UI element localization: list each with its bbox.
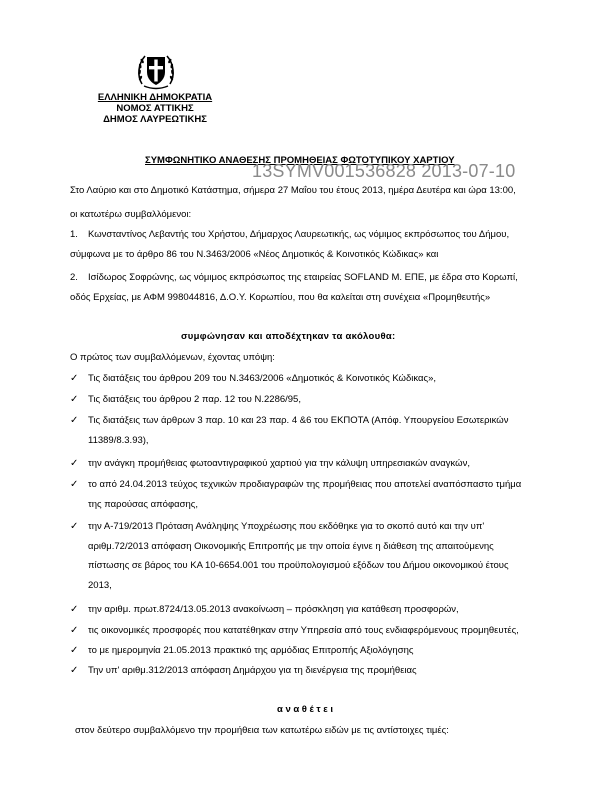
agreed-heading: συμφώνησαν και αποδέχτηκαν τα ακόλουθα: (181, 331, 396, 342)
consideration-line: της παρούσας απόφασης, (88, 499, 198, 510)
consideration-line: την ανάγκη προμήθειας φωτοαντιγραφικού χαρτιού για την κάλυψη υπηρεσιακών αναγκών, (88, 458, 470, 469)
first-party-intro: Ο πρώτος των συμβαλλόμενων, έχοντας υπόψη: (70, 352, 275, 363)
consideration-line: την Α-719/2013 Πρόταση Ανάληψης Υποχρέωσης που εκδόθηκε για το σκοπό αυτό και την υπ' (88, 521, 485, 532)
party-line: Ισίδωρος Σοφρώνης, ως νόμιμος εκπρόσωπος της εταιρείας SOFLAND M. ΕΠΕ, με έδρα στο Κορωπί, (88, 272, 518, 283)
consideration-line: 2013, (88, 580, 112, 591)
consideration-line: 11389/8.3.93), (88, 435, 149, 446)
consideration-line: Τις διατάξεις του άρθρου 2 παρ. 12 του Ν.2286/95, (88, 394, 301, 405)
registry-stamp: 13SYMV001536828 2013-07-10 (252, 161, 516, 181)
checkmark-icon: ✓ (70, 479, 79, 490)
party-line: οδός Ερχείας, με ΑΦΜ 998044816, Δ.Ο.Υ. Κορωπίου, που θα καλείται στη συνέχεια «Προμηθευτής» (70, 292, 491, 303)
greek-coat-of-arms-emblem (136, 50, 176, 92)
checkmark-icon: ✓ (70, 645, 79, 656)
party-line: σύμφωνα με το άρθρο 86 του Ν.3463/2006 «Νέος Δημοτικός & Κοινοτικός Κώδικας» και (70, 249, 439, 260)
header-line-prefecture: ΝΟΜΟΣ ΑΤΤΙΚΗΣ (116, 103, 194, 114)
checkmark-icon: ✓ (70, 394, 79, 405)
consideration-line: αριθμ.72/2013 απόφαση Οικονομικής Επιτροπής με την οποία έγινε η διάθεση της απαιτούμενης (88, 541, 494, 552)
checkmark-icon: ✓ (70, 458, 79, 469)
consideration-line: την αριθμ. πρωτ.8724/13.05.2013 ανακοίνωση – πρόσκληση για κατάθεση προσφορών, (88, 604, 459, 615)
header-line-municipality: ΔΗΜΟΣ ΛΑΥΡΕΩΤΙΚΗΣ (103, 114, 207, 125)
closing-line: στον δεύτερο συμβαλλόμενο την προμήθεια των κατωτέρω ειδών με τις αντίστοιχες τιμές: (75, 725, 449, 736)
consideration-line: Τις διατάξεις των άρθρων 3 παρ. 10 και 23 παρ. 4 &6 του ΕΚΠΟΤΑ (Απόφ. Υπουργείου Εσωτερικών (88, 415, 509, 426)
checkmark-icon: ✓ (70, 625, 79, 636)
checkmark-icon: ✓ (70, 415, 79, 426)
consideration-line: το με ημερομηνία 21.05.2013 πρακτικό της αρμόδιας Επιτροπής Αξιολόγησης (88, 645, 414, 656)
issuer-header (70, 92, 240, 125)
consideration-line: πίστωσης σε βάρος του ΚΑ 10-6654.001 του προϋπολογισμού εξόδων του Δήμου οικονομικού έτους (88, 560, 509, 571)
document-title: ΣΥΜΦΩΝΗΤΙΚΟ ΑΝΑΘΕΣΗΣ ΠΡΟΜΗΘΕΙΑΣ ΦΩΤΟΤΥΠΙΚΟΥ ΧΑΡΤΙΟΥ (145, 155, 455, 166)
intro-line: οι κατωτέρω συμβαλλόμενοι: (70, 209, 192, 220)
party-number: 2. (70, 272, 78, 283)
assigns-heading: αναθέτει (277, 704, 336, 715)
checkmark-icon: ✓ (70, 373, 79, 384)
header-line-republic: ΕΛΛΗΝΙΚΗ ΔΗΜΟΚΡΑΤΙΑ (97, 92, 213, 103)
party-number: 1. (70, 229, 78, 240)
consideration-line: το από 24.04.2013 τεύχος τεχνικών προδιαγραφών της προμήθειας που αποτελεί αναπόσπαστο τμήμα (88, 479, 522, 490)
consideration-line: Την υπ' αριθμ.312/2013 απόφαση Δημάρχου για τη διενέργεια της προμήθειας (88, 665, 417, 676)
consideration-line: Τις διατάξεις του άρθρου 209 του Ν.3463/2006 «Δημοτικός & Κοινοτικός Κώδικας», (88, 373, 436, 384)
checkmark-icon: ✓ (70, 604, 79, 615)
party-line: Κωνσταντίνος Λεβαντής του Χρήστου, Δήμαρχος Λαυρεωτικής, ως νόμιμος εκπρόσωπος του Δήμου, (88, 229, 510, 240)
intro-line: Στο Λαύριο και στο Δημοτικό Κατάστημα, σήμερα 27 Μαΐου του έτους 2013, ημέρα Δευτέρα και ώρα 13:00, (70, 185, 516, 196)
checkmark-icon: ✓ (70, 665, 79, 676)
checkmark-icon: ✓ (70, 521, 79, 532)
consideration-line: τις οικονομικές προσφορές που κατατέθηκαν στην Υπηρεσία από τους ενδιαφερόμενους προμηθευτές, (88, 625, 519, 636)
